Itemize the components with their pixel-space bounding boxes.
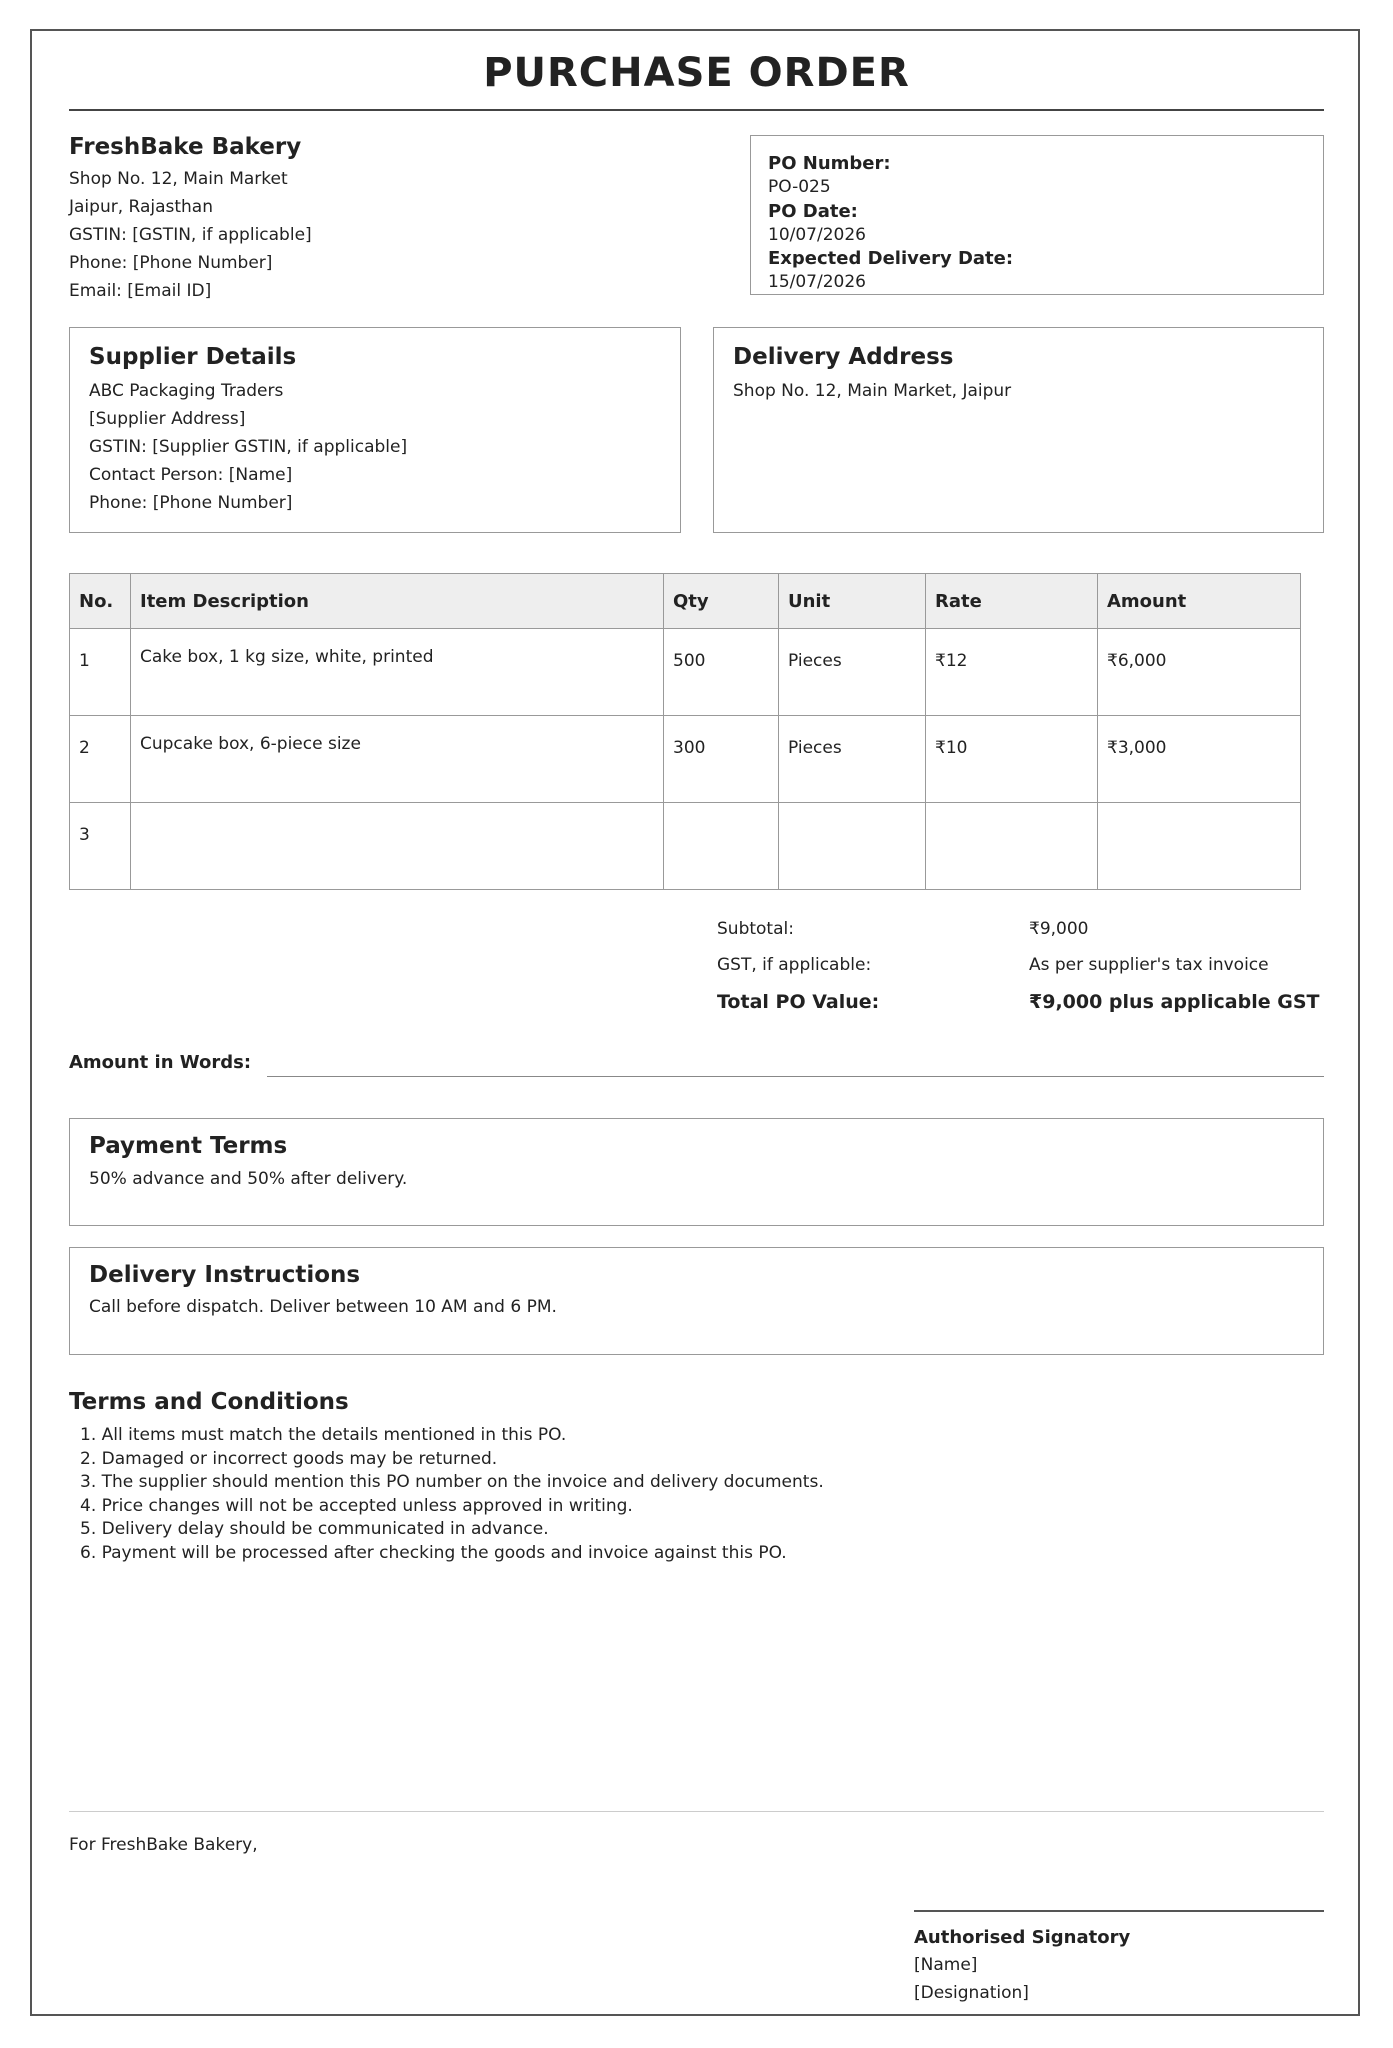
expected-delivery-label: Expected Delivery Date:: [768, 248, 1014, 269]
supplier-address: [Supplier Address]: [89, 409, 246, 429]
subtotal-label: Subtotal:: [717, 919, 794, 939]
payment-terms-text: 50% advance and 50% after delivery.: [89, 1169, 408, 1189]
row-qty: 300: [673, 738, 706, 758]
delivery-instructions-text: Call before dispatch. Deliver between 10 AM and 6 PM.: [89, 1297, 557, 1317]
page-title: PURCHASE ORDER: [483, 50, 910, 96]
supplier-name: ABC Packaging Traders: [89, 381, 284, 401]
header-amount: Amount: [1098, 574, 1301, 629]
row-no: 2: [79, 738, 90, 758]
total-label: Total PO Value:: [717, 991, 880, 1013]
row-description: Cupcake box, 6-piece size: [140, 734, 361, 754]
po-number-value: PO-025: [768, 177, 831, 197]
table-row: [70, 716, 1301, 803]
company-email: Email: [Email ID]: [69, 281, 212, 301]
for-company-line: For FreshBake Bakery,: [69, 1835, 258, 1855]
row-amount: ₹3,000: [1107, 738, 1167, 758]
delivery-address: Shop No. 12, Main Market, Jaipur: [733, 381, 1012, 401]
list-item: 1. All items must match the details mentioned in this PO.: [80, 1425, 567, 1445]
list-item: 5. Delivery delay should be communicated in advance.: [80, 1519, 549, 1540]
gst-value: As per supplier's tax invoice: [1029, 955, 1269, 975]
company-address-line1: Shop No. 12, Main Market: [69, 169, 288, 189]
header-qty: Qty: [664, 574, 779, 629]
row-amount: [1107, 803, 1291, 825]
header-unit: Unit: [779, 574, 926, 629]
row-unit: Pieces: [788, 651, 842, 671]
title-divider: [69, 109, 1324, 111]
header-rate: Rate: [926, 574, 1098, 629]
row-description: [140, 803, 654, 821]
subtotal-value: ₹9,000: [1029, 919, 1089, 939]
supplier-heading: Supplier Details: [89, 344, 297, 370]
row-unit: Pieces: [788, 738, 842, 758]
signatory-designation: [Designation]: [914, 1983, 1029, 2003]
terms-list: [80, 1424, 824, 1566]
row-rate: ₹10: [935, 738, 968, 758]
row-qty: [673, 803, 769, 825]
total-value: ₹9,000 plus applicable GST: [1029, 991, 1320, 1013]
table-row: [70, 803, 1301, 890]
amount-in-words-label: Amount in Words:: [69, 1052, 252, 1073]
list-item: 4. Price changes will not be accepted unless approved in writing.: [80, 1495, 633, 1516]
header-description: Item Description: [131, 574, 664, 629]
po-number-label: PO Number:: [768, 153, 891, 174]
company-address-line2: Jaipur, Rajasthan: [69, 197, 214, 217]
payment-terms-heading: Payment Terms: [89, 1133, 288, 1159]
row-amount: ₹6,000: [1107, 651, 1167, 671]
signature-divider: [69, 1811, 1324, 1812]
company-phone: Phone: [Phone Number]: [69, 253, 273, 273]
amount-in-words-field: [267, 1076, 1324, 1077]
signatory-name: [Name]: [914, 1955, 978, 1975]
row-unit: [788, 803, 916, 825]
row-description: Cake box, 1 kg size, white, printed: [140, 647, 434, 667]
row-no: 1: [79, 651, 90, 671]
po-date-value: 10/07/2026: [768, 225, 866, 245]
expected-delivery-value: 15/07/2026: [768, 272, 866, 292]
company-gstin: GSTIN: [GSTIN, if applicable]: [69, 225, 312, 245]
supplier-phone: Phone: [Phone Number]: [89, 493, 293, 513]
list-item: 3. The supplier should mention this PO number on the invoice and delivery documents.: [80, 1472, 824, 1493]
items-table: [69, 573, 1301, 890]
gst-label: GST, if applicable:: [717, 955, 872, 975]
table-row: [70, 629, 1301, 716]
row-rate: [935, 803, 1088, 825]
list-item: 6. Payment will be processed after checking the goods and invoice against this PO.: [80, 1542, 787, 1563]
delivery-heading: Delivery Address: [733, 344, 954, 370]
terms-heading: Terms and Conditions: [69, 1389, 349, 1415]
table-header-row: [70, 574, 1301, 629]
signatory-title: Authorised Signatory: [914, 1927, 1131, 1948]
header-no: No.: [70, 574, 131, 629]
supplier-gstin: GSTIN: [Supplier GSTIN, if applicable]: [89, 437, 408, 457]
row-qty: 500: [673, 651, 706, 671]
delivery-instructions-heading: Delivery Instructions: [89, 1262, 361, 1288]
company-name: FreshBake Bakery: [69, 134, 302, 160]
list-item: 2. Damaged or incorrect goods may be returned.: [80, 1448, 498, 1469]
po-date-label: PO Date:: [768, 201, 858, 222]
supplier-contact: Contact Person: [Name]: [89, 465, 293, 485]
row-rate: ₹12: [935, 651, 968, 671]
row-no: 3: [79, 825, 90, 845]
signature-line: [914, 1910, 1324, 1912]
